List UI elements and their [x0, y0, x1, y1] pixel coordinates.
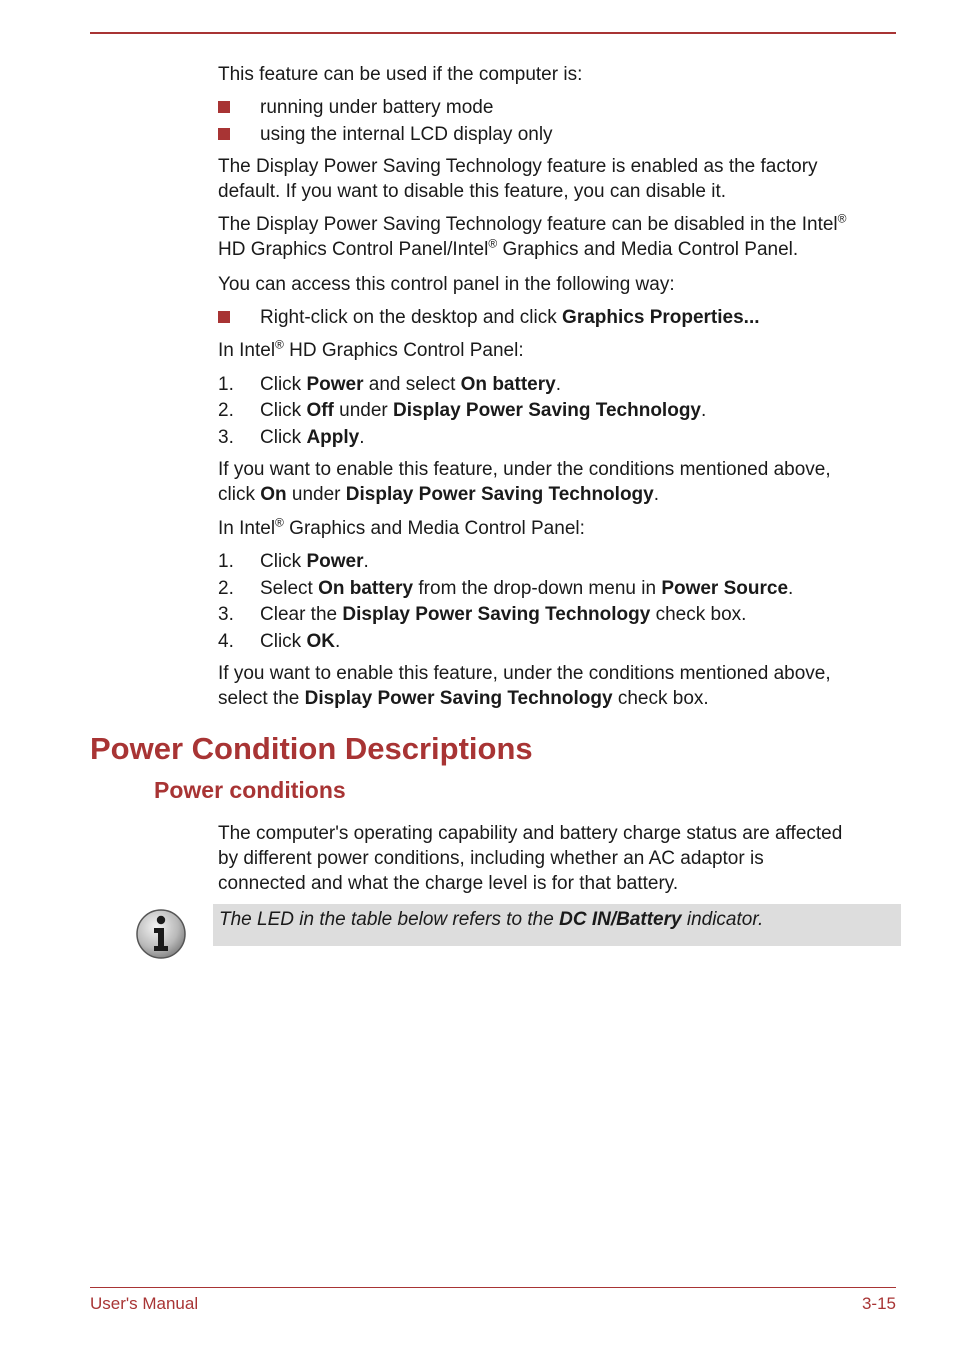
bullet-square-icon [218, 101, 230, 113]
enable-hd-paragraph: If you want to enable this feature, under the conditions mentioned above, click On under Display Power Saving Technology. [218, 459, 831, 505]
note-box [213, 904, 901, 946]
bullet-square-icon [218, 311, 230, 323]
default-paragraph: The Display Power Saving Technology feature is enabled as the factory default. If you want to disable this feature, you can disable it. [218, 156, 818, 202]
note-text: The LED in the table below refers to the DC IN/Battery indicator. [219, 909, 764, 930]
footer-rule [90, 1287, 896, 1288]
info-icon [135, 908, 187, 960]
footer-title: User's Manual [90, 1294, 199, 1313]
hd-panel-heading: In Intel® HD Graphics Control Panel: [218, 337, 524, 361]
bullet-square-icon [218, 128, 230, 140]
enable-media-paragraph: If you want to enable this feature, under the conditions mentioned above, select the Display Power Saving Technology check box. [218, 663, 831, 709]
media-panel-heading: In Intel® Graphics and Media Control Panel: [218, 515, 585, 539]
intro-text: This feature can be used if the computer is: [218, 64, 583, 85]
page-number: 3-15 [861, 1294, 896, 1313]
subsection-title: Power conditions [154, 777, 346, 803]
access-text: You can access this control panel in the following way: [218, 274, 675, 295]
disable-paragraph: The Display Power Saving Technology feature can be disabled in the Intel® HD Graphics Control Panel/Intel® Graphics and Media Control Panel. [218, 211, 847, 260]
section-title: Power Condition Descriptions [90, 731, 533, 766]
power-conditions-paragraph: The computer's operating capability and battery charge status are affected by different power conditions, including whether an AC adaptor is connected and what the charge level is for that battery. [218, 823, 843, 894]
header-rule [90, 32, 896, 34]
